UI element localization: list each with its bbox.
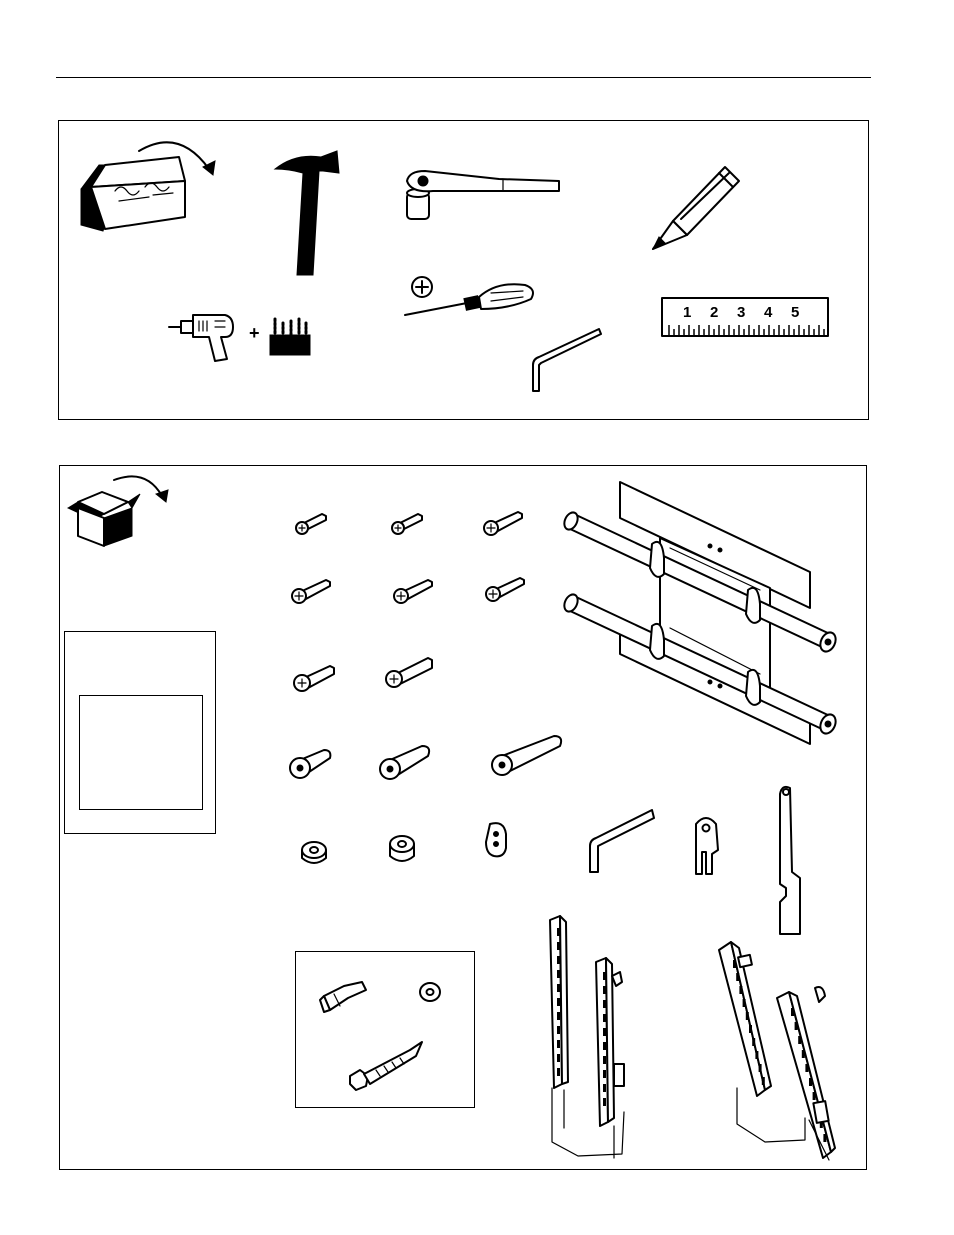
instruction-card-label bbox=[79, 695, 203, 810]
bracket-slot bbox=[557, 998, 560, 1006]
plus-sign bbox=[247, 321, 263, 345]
bracket-slot bbox=[759, 1064, 762, 1072]
bracket-slot bbox=[557, 970, 560, 978]
socket-wrench-icon bbox=[403, 167, 565, 225]
bracket-slot bbox=[755, 1051, 758, 1059]
bracket-slot bbox=[557, 942, 560, 950]
wall-anchor bbox=[320, 978, 370, 1018]
tools-required-panel bbox=[58, 120, 869, 420]
bracket-slot bbox=[762, 1077, 765, 1085]
spacer-2 bbox=[388, 834, 418, 866]
screw-small-3 bbox=[480, 506, 526, 536]
phillips-screwdriver-icon bbox=[399, 273, 539, 323]
hex-bolt-3 bbox=[488, 732, 568, 782]
ruler-number: 5 bbox=[791, 304, 800, 321]
bracket-slot bbox=[795, 1022, 798, 1030]
bracket-slot bbox=[603, 1000, 606, 1008]
header-rule bbox=[56, 77, 871, 78]
anchor-washer bbox=[418, 980, 442, 1004]
bracket-slot bbox=[557, 1054, 560, 1062]
ruler-number: 2 bbox=[710, 304, 719, 321]
long-hook-bar bbox=[772, 784, 808, 938]
bracket-slot bbox=[798, 1036, 801, 1044]
bracket-slot bbox=[557, 984, 560, 992]
bracket-slot bbox=[743, 999, 746, 1007]
bracket-slot bbox=[557, 956, 560, 964]
screw-medium-1 bbox=[288, 574, 334, 610]
vertical-bracket-right-pair bbox=[705, 938, 845, 1164]
lag-bolt bbox=[348, 1040, 424, 1094]
hardware-parts-panel bbox=[59, 465, 867, 1170]
hammer-icon bbox=[271, 149, 343, 277]
bracket-slot bbox=[603, 1042, 606, 1050]
wall-plate-assembly bbox=[560, 478, 850, 758]
cable-clip bbox=[482, 820, 512, 860]
instruction-card bbox=[64, 631, 216, 834]
bracket-slot bbox=[739, 986, 742, 994]
drill-bits-icon bbox=[269, 317, 311, 357]
screw-medium-3 bbox=[482, 572, 528, 608]
bracket-slot bbox=[733, 960, 736, 968]
bracket-slot bbox=[752, 1038, 755, 1046]
hex-bolt-1 bbox=[286, 744, 336, 784]
bracket-slot bbox=[557, 1026, 560, 1034]
wall-anchor-kit bbox=[295, 951, 475, 1108]
hanger-hook bbox=[690, 816, 724, 880]
screw-medium-2 bbox=[390, 574, 436, 610]
allen-key-part bbox=[584, 806, 656, 876]
bracket-slot bbox=[557, 1040, 560, 1048]
screw-large-2 bbox=[382, 652, 438, 692]
svg-text:+: + bbox=[249, 323, 260, 343]
screw-small-2 bbox=[388, 508, 428, 538]
hex-bolt-2 bbox=[376, 742, 436, 786]
ruler-number: 3 bbox=[737, 304, 746, 321]
bracket-slot bbox=[736, 973, 739, 981]
bracket-slot bbox=[603, 1098, 606, 1106]
ruler-number: 4 bbox=[764, 304, 773, 321]
allen-wrench-icon bbox=[527, 325, 603, 395]
bracket-slot bbox=[813, 1092, 816, 1100]
bracket-slot bbox=[823, 1134, 826, 1142]
bracket-slot bbox=[746, 1012, 749, 1020]
screw-large-1 bbox=[290, 656, 340, 696]
bracket-slot bbox=[557, 928, 560, 936]
bracket-slot bbox=[749, 1025, 752, 1033]
bracket-slot bbox=[809, 1078, 812, 1086]
spacer-1 bbox=[300, 840, 330, 868]
ruler-icon bbox=[661, 297, 829, 337]
vertical-bracket-left-pair bbox=[540, 912, 640, 1162]
bracket-slot bbox=[802, 1050, 805, 1058]
screw-small-1 bbox=[292, 508, 332, 538]
bracket-slot bbox=[603, 1014, 606, 1022]
pencil-icon bbox=[649, 161, 749, 253]
bracket-slot bbox=[805, 1064, 808, 1072]
bracket-slot bbox=[603, 1056, 606, 1064]
toolbox-icon bbox=[79, 129, 239, 239]
open-box-icon bbox=[68, 474, 178, 550]
bracket-slot bbox=[603, 972, 606, 980]
bracket-slot bbox=[603, 1084, 606, 1092]
ruler-number: 1 bbox=[683, 304, 692, 321]
bracket-slot bbox=[791, 1008, 794, 1016]
bracket-slot bbox=[557, 1068, 560, 1076]
drill-icon bbox=[169, 307, 249, 363]
bracket-slot bbox=[603, 1070, 606, 1078]
bracket-slot bbox=[603, 986, 606, 994]
bracket-slot bbox=[603, 1028, 606, 1036]
bracket-slot bbox=[557, 1012, 560, 1020]
